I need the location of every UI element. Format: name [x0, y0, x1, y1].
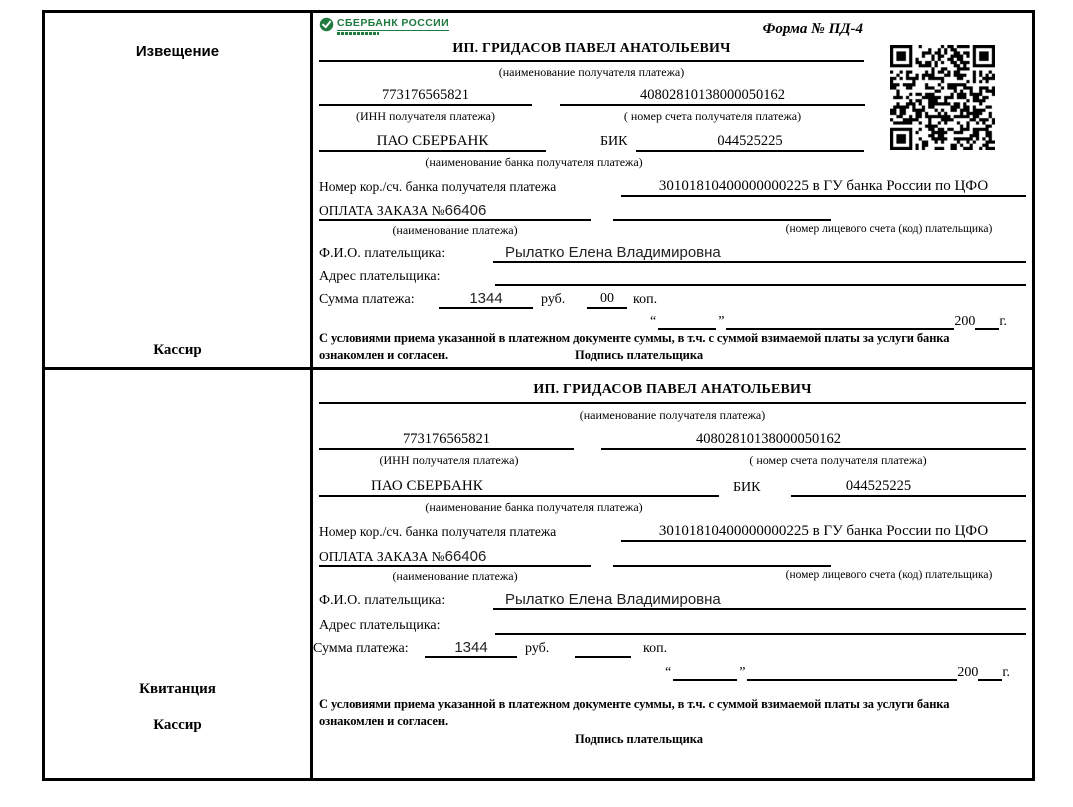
kop-unit: коп.: [643, 641, 668, 656]
inn-value: 773176565821: [319, 86, 532, 106]
receipt-form: [313, 370, 1032, 778]
inn-caption: (ИНН получателя платежа): [356, 109, 495, 123]
date-month-field: [747, 665, 957, 681]
payer-signature-label: Подпись плательщика: [575, 348, 704, 362]
order-number: 66406: [444, 547, 487, 565]
purpose-label: ОПЛАТА ЗАКАЗА №: [319, 203, 445, 219]
quote-close: ”: [739, 665, 746, 680]
receipt-section: [45, 370, 1032, 778]
payer-address-label: Адрес плательщика:: [319, 618, 441, 633]
purpose-field: [319, 199, 591, 221]
bank-caption: (наименование банка получателя платежа): [425, 500, 643, 514]
cashier-label-bottom: Кассир: [153, 717, 202, 733]
amount-kop-field: [575, 637, 631, 658]
date-year-field: [975, 314, 999, 330]
date-month-field: [726, 314, 954, 330]
personal-account-caption: (номер лицевого счета (код) плательщика): [785, 223, 993, 235]
cashier-label-top: Кассир: [153, 342, 202, 358]
payer-name-field: [493, 242, 1026, 263]
quote-close: ”: [718, 314, 725, 329]
date-row: [663, 659, 1010, 681]
amount-rub-field: [425, 637, 517, 658]
amount-label: Сумма платежа:: [319, 292, 415, 307]
year-suffix: г.: [999, 314, 1007, 329]
personal-account-field: [613, 545, 831, 567]
bik-value: 044525225: [636, 130, 864, 152]
bank-caption: (наименование банка получателя платежа): [425, 155, 643, 169]
date-year-field: [978, 665, 1002, 681]
recipient-caption: (наименование получателя платежа): [579, 408, 766, 422]
amount-kop-field: 00: [587, 288, 627, 309]
payer-address-field: [495, 265, 1026, 286]
payer-name-value: Рылатко Елена Владимировна: [505, 243, 721, 261]
amount-rub-value: 1344: [454, 638, 488, 656]
personal-account-caption: (номер лицевого счета (код) плательщика): [785, 569, 993, 581]
purpose-label: ОПЛАТА ЗАКАЗА №: [319, 549, 445, 565]
agreement-text-line2: ознакомлен и согласен.: [319, 714, 448, 728]
bank-logo-text: СБЕРБАНК РОССИИ: [337, 17, 450, 29]
amount-rub-value: 1344: [469, 289, 503, 307]
date-day-field: [673, 665, 737, 681]
logo-tagline-bar: [337, 32, 379, 35]
inn-caption: (ИНН получателя платежа): [379, 453, 519, 467]
receipt-stub: [45, 370, 313, 778]
payer-name-field: [493, 589, 1026, 610]
corr-account-label: Номер кор./сч. банка получателя платежа: [319, 524, 557, 539]
bik-label: БИК: [733, 480, 761, 495]
purpose-caption: (наименование платежа): [392, 569, 518, 583]
inn-value: 773176565821: [319, 430, 574, 450]
purpose-field: [319, 545, 591, 567]
account-value: 40802810138000050162: [601, 430, 1026, 450]
notice-title: Извещение: [135, 43, 220, 60]
quote-open: “: [650, 314, 657, 329]
payer-name-label: Ф.И.О. плательщика:: [319, 246, 446, 261]
corr-account-label: Номер кор./сч. банка получателя платежа: [319, 179, 557, 194]
agreement-text-line1: С условиями приема указанной в платежном документе суммы, в т.ч. с суммой взимаемой платы за услуги банка: [319, 697, 950, 711]
bik-value: 044525225: [791, 475, 1026, 497]
amount-label: Сумма платежа:: [313, 641, 409, 656]
agreement-text-line1: С условиями приема указанной в платежном документе суммы, в т.ч. с суммой взимаемой платы за услуги банка: [319, 331, 950, 345]
purpose-caption: (наименование платежа): [392, 223, 518, 237]
corr-account-value: 30101810400000000225 в ГУ банка России по ЦФО: [621, 520, 1026, 542]
payer-address-field: [495, 614, 1026, 635]
receipt-title: Квитанция: [139, 681, 216, 697]
payer-name-label: Ф.И.О. плательщика:: [319, 593, 446, 608]
notice-stub: [45, 13, 313, 367]
amount-rub-field: [439, 288, 533, 309]
year-suffix: г.: [1002, 665, 1010, 680]
date-row: [648, 308, 1007, 330]
bank-name: ПАО СБЕРБАНК: [319, 475, 719, 497]
account-caption: ( номер счета получателя платежа): [623, 109, 802, 123]
recipient-name: ИП. ГРИДАСОВ ПАВЕЛ АНАТОЛЬЕВИЧ: [319, 41, 864, 62]
payer-signature-label: Подпись плательщика: [574, 732, 704, 746]
qr-code: [890, 45, 995, 150]
corr-account-value: 30101810400000000225 в ГУ банка России по ЦФО: [621, 175, 1026, 197]
payer-name-value: Рылатко Елена Владимировна: [505, 590, 721, 608]
date-day-field: [658, 314, 716, 330]
quote-open: “: [665, 665, 672, 680]
notice-section: [45, 13, 1032, 370]
year-prefix: 200: [954, 314, 976, 329]
payment-form-pd4: [42, 10, 1035, 781]
bik-label: БИК: [600, 134, 628, 149]
account-value: 40802810138000050162: [560, 86, 865, 106]
personal-account-field: [613, 199, 831, 221]
rub-unit: руб.: [525, 641, 550, 656]
sberbank-logo: [319, 17, 449, 35]
account-caption: ( номер счета получателя платежа): [749, 453, 927, 467]
sberbank-emblem-icon: [319, 17, 334, 32]
bank-name: ПАО СБЕРБАНК: [319, 130, 546, 152]
notice-form: [313, 13, 1032, 367]
kop-unit: коп.: [633, 292, 658, 307]
payer-address-label: Адрес плательщика:: [319, 269, 441, 284]
order-number: 66406: [444, 201, 487, 219]
year-prefix: 200: [957, 665, 979, 680]
rub-unit: руб.: [541, 292, 566, 307]
recipient-name: ИП. ГРИДАСОВ ПАВЕЛ АНАТОЛЬЕВИЧ: [319, 382, 1026, 404]
agreement-text-line2: ознакомлен и согласен.: [319, 348, 448, 362]
recipient-caption: (наименование получателя платежа): [498, 65, 685, 79]
form-number-label: Форма № ПД-4: [762, 21, 863, 37]
